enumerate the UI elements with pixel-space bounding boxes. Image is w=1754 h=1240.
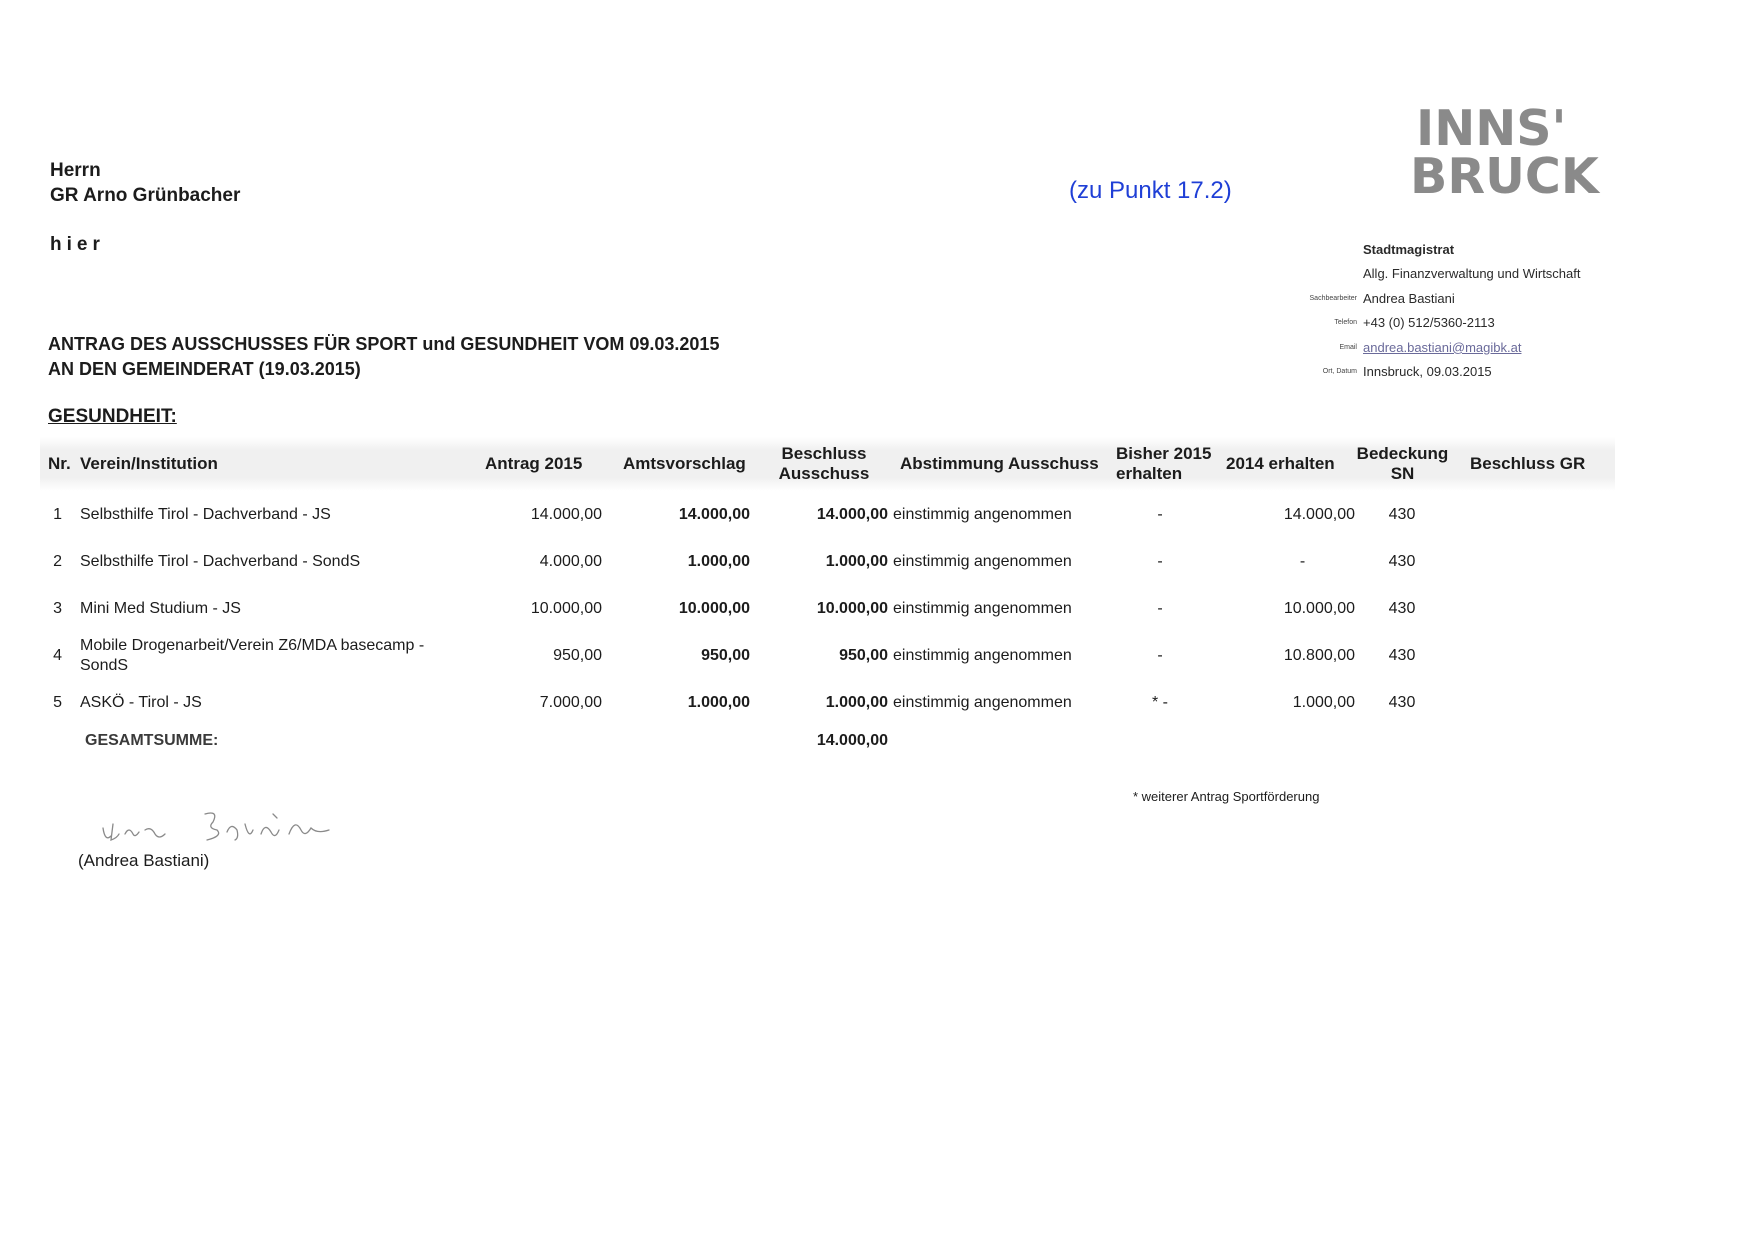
signer-name: (Andrea Bastiani)	[78, 851, 210, 870]
cell-sn: 430	[1388, 646, 1416, 664]
table-row	[40, 632, 1615, 679]
cell-bisher: -	[1157, 505, 1163, 523]
clerk-label: Sachbearbeiter	[1309, 294, 1357, 302]
cell-amtsvorschlag: 950,00	[701, 646, 750, 664]
cell-amtsvorschlag: 10.000,00	[678, 599, 750, 617]
table-row	[40, 491, 1615, 538]
header-bisher-line-1: Bisher 2015	[1116, 444, 1212, 463]
header-abstimmung: Abstimmung Ausschuss	[900, 454, 1099, 473]
cell-2014-erhalten: 10.000,00	[1283, 599, 1355, 617]
sender-clerk: Andrea Bastiani	[1363, 290, 1455, 306]
header-beschluss	[769, 437, 879, 491]
document-title-line-1: ANTRAG DES AUSSCHUSSES FÜR SPORT und GESUNDHEIT VOM 09.03.2015	[48, 334, 720, 354]
sender-place-date: Innsbruck, 09.03.2015	[1363, 364, 1492, 380]
table-header	[40, 437, 1615, 491]
cell-sn: 430	[1388, 505, 1416, 523]
cell-verein: ASKÖ - Tirol - JS	[80, 693, 202, 711]
cell-beschluss: 1.000,00	[825, 693, 888, 711]
cell-nr: 2	[53, 552, 62, 570]
cell-beschluss: 10.000,00	[816, 599, 888, 617]
sender-info	[1240, 237, 1640, 384]
header-bedeckung	[1355, 437, 1450, 491]
cell-sn: 430	[1388, 552, 1416, 570]
logo-line-1: INNS'	[1416, 103, 1567, 157]
header-2014-erhalten: 2014 erhalten	[1226, 454, 1335, 473]
cell-nr: 3	[53, 599, 62, 617]
sender-email-link[interactable]: andrea.bastiani@magibk.at	[1363, 339, 1522, 355]
cell-abstimmung: einstimmig angenommen	[893, 552, 1072, 570]
cell-2014-erhalten: 10.800,00	[1283, 646, 1355, 664]
grants-table	[40, 437, 1615, 756]
table-row	[40, 538, 1615, 585]
cell-abstimmung: einstimmig angenommen	[893, 693, 1072, 711]
header-antrag: Antrag 2015	[485, 454, 583, 473]
total-label: GESAMTSUMME:	[85, 732, 219, 749]
cell-verein: Selbsthilfe Tirol - Dachverband - JS	[80, 505, 331, 523]
recipient-name: GR Arno Grünbacher	[50, 185, 241, 206]
email-label: Email	[1339, 343, 1357, 351]
cell-antrag: 950,00	[553, 646, 602, 664]
header-beschluss-gr: Beschluss GR	[1470, 454, 1586, 473]
cell-verein: Mini Med Studium - JS	[80, 599, 241, 617]
table-body	[40, 491, 1615, 756]
cell-antrag: 7.000,00	[539, 693, 602, 711]
cell-sn: 430	[1388, 599, 1416, 617]
handwritten-signature	[95, 800, 355, 855]
agenda-reference: (zu Punkt 17.2)	[1069, 177, 1232, 204]
cell-beschluss: 950,00	[839, 646, 888, 664]
document-title-line-2: AN DEN GEMEINDERAT (19.03.2015)	[48, 359, 361, 379]
cell-beschluss-gr	[1470, 679, 1610, 726]
logo-line-2: BRUCK	[1410, 148, 1599, 199]
sender-office: Stadtmagistrat	[1363, 241, 1455, 257]
cell-antrag: 10.000,00	[530, 599, 602, 617]
cell-beschluss: 1.000,00	[825, 552, 888, 570]
cell-bisher: -	[1157, 552, 1163, 570]
table-row	[40, 585, 1615, 632]
cell-beschluss-gr	[1470, 632, 1610, 679]
cell-verein: Mobile Drogenarbeit/Verein Z6/MDA basecamp - SondS	[80, 636, 425, 674]
cell-bisher: * -	[1152, 693, 1168, 711]
recipient-address	[50, 158, 240, 208]
phone-label: Telefon	[1334, 319, 1357, 327]
table-row	[40, 679, 1615, 726]
header-bedeckung-line-1: Bedeckung	[1356, 444, 1449, 463]
cell-abstimmung: einstimmig angenommen	[893, 505, 1072, 523]
place-date-label: Ort, Datum	[1322, 368, 1357, 376]
table-total-row	[40, 726, 1615, 756]
header-amtsvorschlag: Amtsvorschlag	[623, 454, 746, 473]
section-heading: GESUNDHEIT:	[48, 406, 177, 427]
header-bisher-line-2: erhalten	[1116, 464, 1183, 483]
cell-nr: 4	[53, 646, 62, 664]
cell-beschluss-gr	[1470, 538, 1610, 585]
cell-2014-erhalten: 1.000,00	[1292, 693, 1355, 711]
recipient-salutation: Herrn	[50, 160, 101, 181]
header-verein: Verein/Institution	[80, 454, 218, 473]
sender-phone: +43 (0) 512/5360-2113	[1363, 315, 1495, 331]
cell-nr: 1	[53, 505, 62, 523]
cell-amtsvorschlag: 1.000,00	[687, 552, 750, 570]
cell-verein: Selbsthilfe Tirol - Dachverband - SondS	[80, 552, 361, 570]
cell-bisher: -	[1157, 646, 1163, 664]
cell-abstimmung: einstimmig angenommen	[893, 646, 1072, 664]
document-title	[48, 332, 719, 382]
cell-bisher: -	[1157, 599, 1163, 617]
cell-beschluss-gr	[1470, 585, 1610, 632]
header-beschluss-line-2: Ausschuss	[778, 464, 870, 483]
cell-2014-erhalten: -	[1299, 552, 1306, 570]
header-bedeckung-line-2: SN	[1390, 464, 1415, 483]
header-bisher	[1116, 437, 1226, 491]
cell-amtsvorschlag: 14.000,00	[678, 505, 750, 523]
recipient-location: hier	[50, 234, 105, 255]
cell-antrag: 14.000,00	[530, 505, 602, 523]
cell-beschluss-gr	[1470, 491, 1610, 538]
cell-nr: 5	[53, 693, 62, 711]
footnote: * weiterer Antrag Sportförderung	[1133, 789, 1320, 804]
cell-sn: 430	[1388, 693, 1416, 711]
header-nr: Nr.	[48, 454, 71, 473]
sender-department: Allg. Finanzverwaltung und Wirtschaft	[1363, 266, 1581, 282]
total-value: 14.000,00	[816, 732, 888, 749]
innsbruck-logo	[1410, 103, 1620, 199]
header-beschluss-line-1: Beschluss	[781, 444, 867, 463]
cell-amtsvorschlag: 1.000,00	[687, 693, 750, 711]
cell-abstimmung: einstimmig angenommen	[893, 599, 1072, 617]
cell-antrag: 4.000,00	[539, 552, 602, 570]
cell-2014-erhalten: 14.000,00	[1283, 505, 1355, 523]
cell-beschluss: 14.000,00	[816, 505, 888, 523]
